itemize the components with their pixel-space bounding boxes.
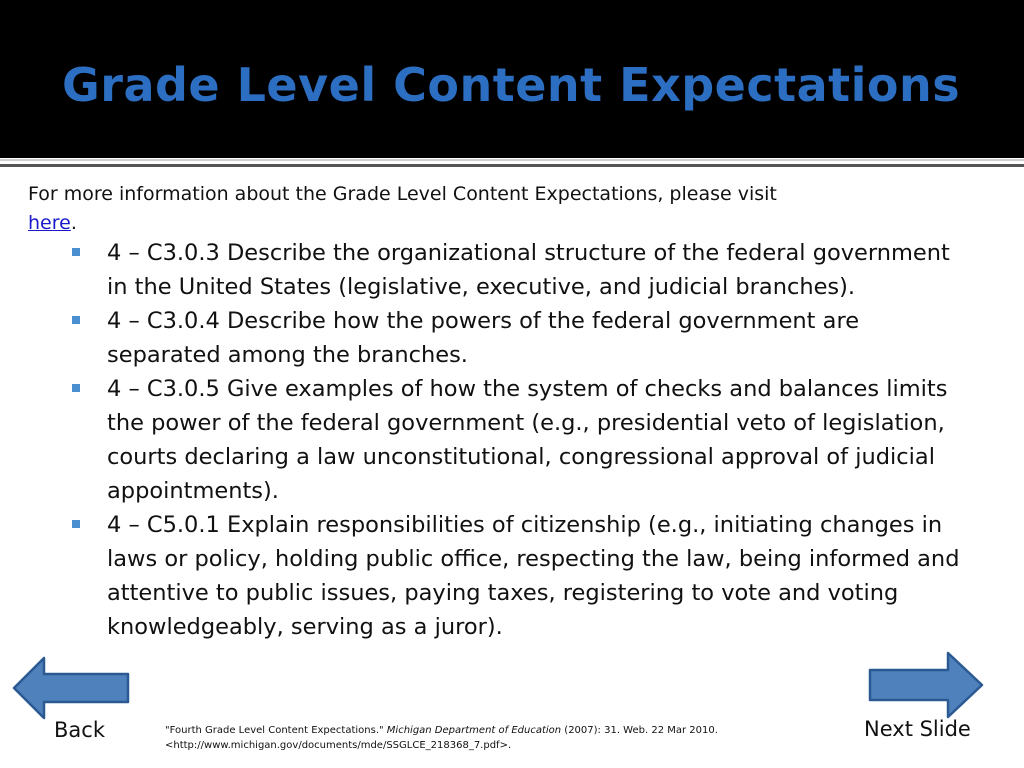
list-item	[72, 372, 972, 508]
square-bullet-icon	[72, 248, 80, 256]
list-item-text: 4 – C3.0.5 Give examples of how the system of checks and balances limits the power of the federal government (e.g., presidential veto of legislation, courts declaring a law unconstitutional, congressional approval of judicial appointments).	[107, 376, 948, 504]
citation-title: "Fourth Grade Level Content Expectations."	[165, 725, 387, 736]
citation-details: (2007): 31. Web. 22 Mar 2010.	[561, 725, 718, 736]
back-button[interactable]	[12, 656, 132, 720]
intro-text: For more information about the Grade Level Content Expectations, please visit	[28, 183, 777, 205]
list-item	[72, 508, 972, 644]
list-item	[72, 236, 972, 304]
list-item-text: 4 – C3.0.4 Describe how the powers of the federal government are separated among the branches.	[107, 308, 860, 368]
square-bullet-icon	[72, 520, 80, 528]
citation	[165, 723, 725, 753]
next-slide-label[interactable]: Next Slide	[864, 717, 971, 741]
more-info-link[interactable]: here	[28, 212, 71, 234]
citation-source: Michigan Department of Education	[386, 725, 562, 736]
expectations-list	[72, 236, 972, 644]
citation-url: <http://www.michigan.gov/documents/mde/SSGLCE_218368_7.pdf>.	[165, 740, 512, 751]
divider-dark	[0, 164, 1024, 167]
square-bullet-icon	[72, 384, 80, 392]
next-slide-button[interactable]	[866, 650, 986, 720]
intro-paragraph	[28, 180, 828, 238]
list-item-text: 4 – C3.0.3 Describe the organizational structure of the federal government in the United States (legislative, executive, and judicial branches).	[107, 240, 950, 300]
divider-light	[0, 159, 1024, 161]
slide-title: Grade Level Content Expectations	[62, 58, 961, 112]
square-bullet-icon	[72, 316, 80, 324]
title-band	[0, 0, 1024, 158]
intro-end: .	[70, 212, 77, 234]
list-item-text: 4 – C5.0.1 Explain responsibilities of citizenship (e.g., initiating changes in laws or policy, holding public office, respecting the law, being informed and attentive to public issues, paying taxes, registering to vote and voting knowledgeably, serving as a juror).	[107, 512, 960, 640]
right-arrow-icon	[866, 650, 986, 720]
left-arrow-icon	[12, 656, 132, 720]
list-item	[72, 304, 972, 372]
back-label[interactable]: Back	[54, 718, 105, 742]
